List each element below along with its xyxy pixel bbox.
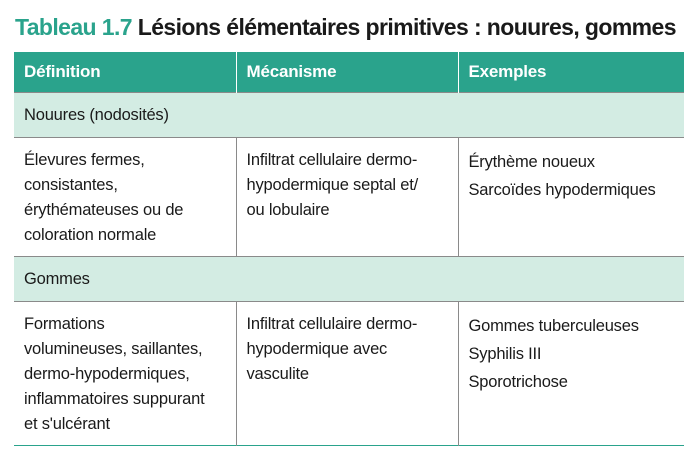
exemple-item: Syphilis III <box>468 345 542 363</box>
table-number: Tableau 1.7 <box>15 14 132 40</box>
header-definition: Définition <box>14 52 236 93</box>
definition-line: coloration normale <box>24 226 157 244</box>
definition-line: inflammatoires suppurant <box>24 390 205 408</box>
definition-line: et s'ulcérant <box>24 415 110 433</box>
exemple-item: Gommes tuberculeuses <box>468 317 639 335</box>
definition-line: volumineuses, saillantes, <box>24 340 203 358</box>
table-caption <box>15 6 676 48</box>
definition-line: Élevures fermes, <box>24 151 145 169</box>
mecanisme-cell <box>236 138 458 257</box>
mecanisme-line: ou lobulaire <box>246 201 330 219</box>
section-title: Nouures (nodosités) <box>14 93 684 138</box>
table-title: Lésions élémentaires primitives : nouures, gommes <box>137 14 676 40</box>
mecanisme-line: vasculite <box>246 365 309 383</box>
section-row-gommes <box>14 257 684 302</box>
mecanisme-cell <box>236 302 458 446</box>
header-mecanisme: Mécanisme <box>236 52 458 93</box>
section-title: Gommes <box>14 257 684 302</box>
header-exemples: Exemples <box>458 52 684 93</box>
definition-cell <box>14 138 236 257</box>
table-header-row <box>14 52 684 93</box>
definition-line: consistantes, <box>24 176 118 194</box>
table-row <box>14 138 684 257</box>
exemple-item: Sporotrichose <box>468 373 568 391</box>
exemples-cell <box>458 302 684 446</box>
mecanisme-line: hypodermique avec <box>246 340 388 358</box>
definition-cell <box>14 302 236 446</box>
mecanisme-line: hypodermique septal et/ <box>246 176 419 194</box>
exemple-item: Érythème noueux <box>468 153 595 171</box>
definition-line: dermo-hypodermiques, <box>24 365 190 383</box>
definition-line: Formations <box>24 315 105 333</box>
table-row <box>14 302 684 446</box>
exemples-cell <box>458 138 684 257</box>
definition-line: érythémateuses ou de <box>24 201 184 219</box>
mecanisme-line: Infiltrat cellulaire dermo- <box>246 315 418 333</box>
section-row-nouures <box>14 93 684 138</box>
exemple-item: Sarcoïdes hypodermiques <box>468 181 656 199</box>
mecanisme-line: Infiltrat cellulaire dermo- <box>246 151 418 169</box>
lesions-table <box>14 52 684 446</box>
